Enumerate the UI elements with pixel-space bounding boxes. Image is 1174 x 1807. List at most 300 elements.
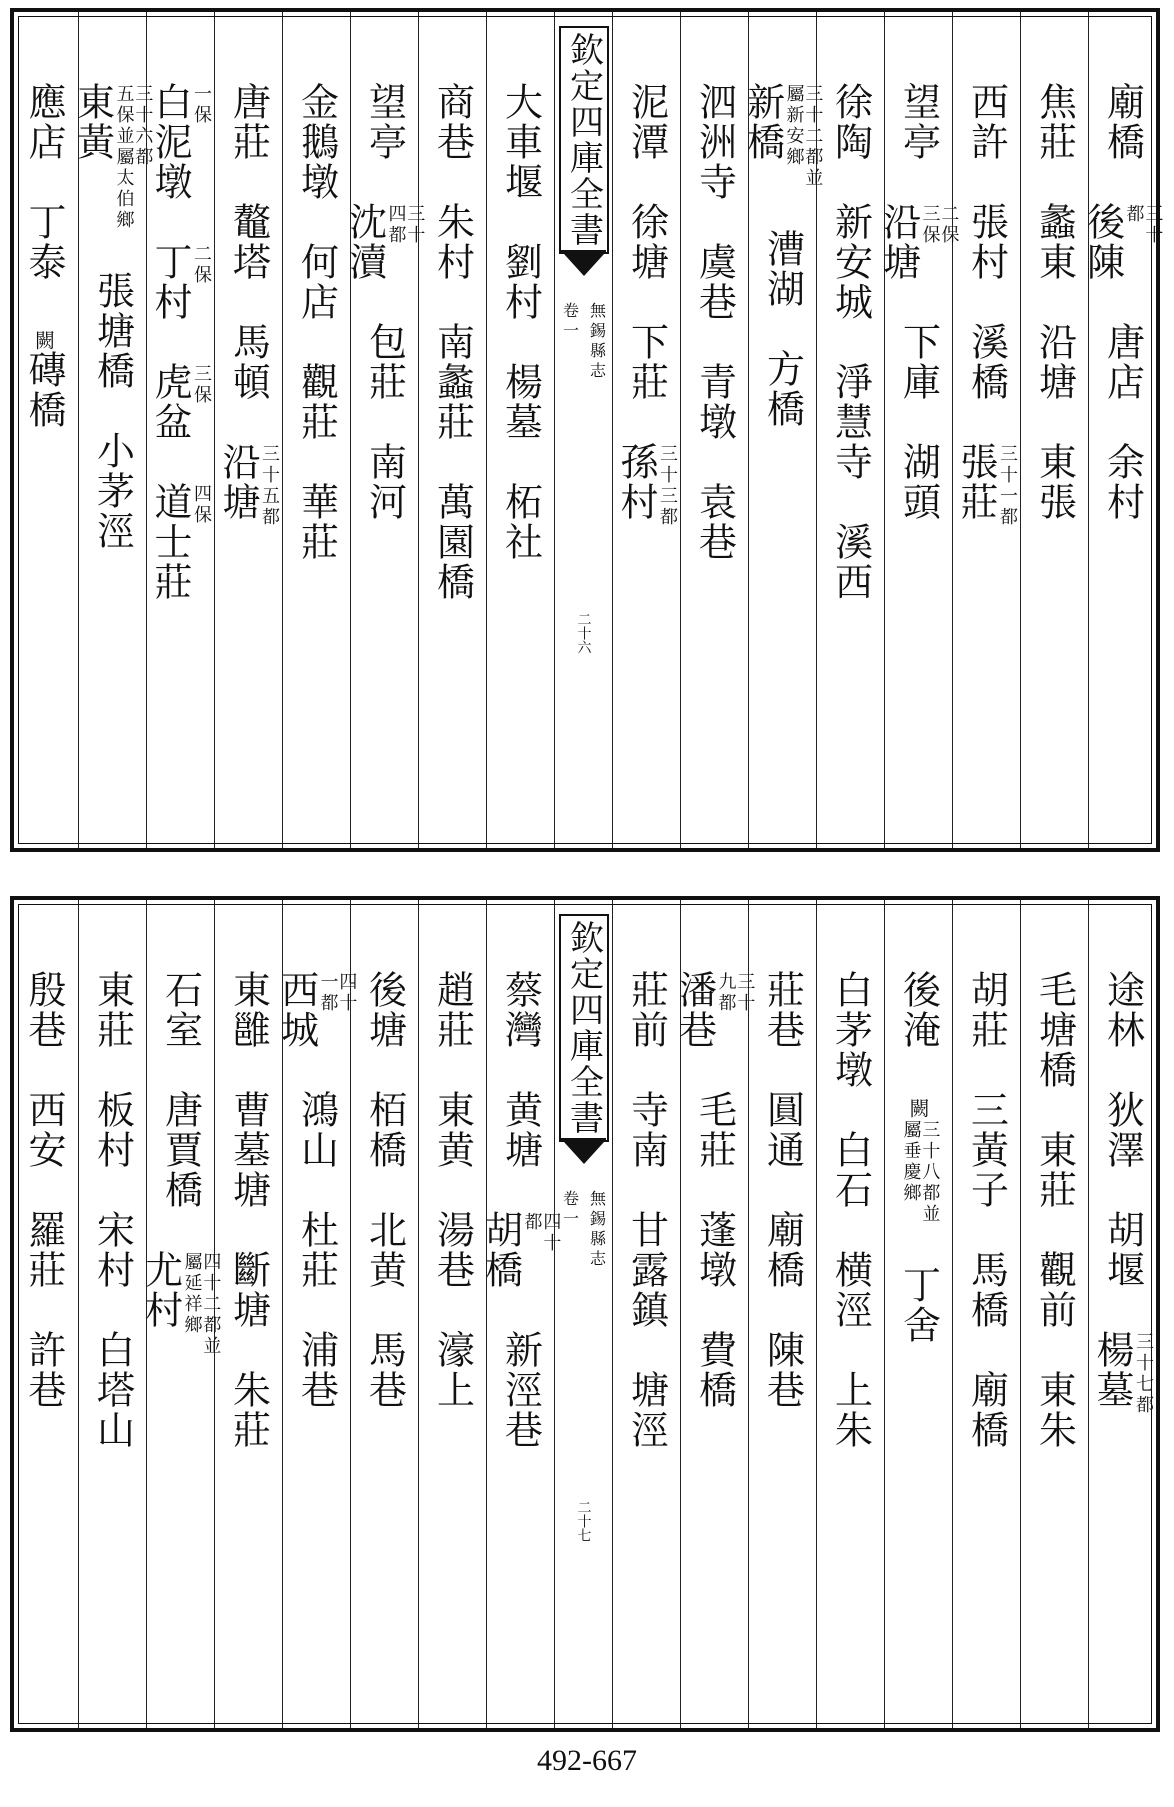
place-entry: [692, 1330, 737, 1410]
place-name: 東黄: [430, 1090, 475, 1170]
annotation-line: 三十: [404, 204, 426, 246]
place-entry: [362, 1210, 407, 1290]
annotation: [784, 84, 822, 189]
column-entries: [1080, 82, 1164, 562]
place-entry: [294, 82, 339, 202]
text-column: [680, 12, 748, 848]
place-name: 胡莊: [964, 970, 1009, 1050]
place-name: 馬橋: [964, 1250, 1009, 1330]
place-name: 南河: [362, 442, 407, 522]
place-entry: [226, 970, 271, 1050]
center-column: [554, 900, 612, 1728]
annotation-line: 都: [521, 1212, 543, 1233]
place-name: 南蠡莊: [430, 322, 475, 442]
place-name: 大車堰: [498, 82, 543, 202]
column-entries: [215, 970, 282, 1490]
place-entry: [624, 1210, 669, 1330]
place-name: 東莊: [90, 970, 135, 1050]
text-column: [876, 12, 960, 848]
place-name: 東張: [1032, 442, 1077, 522]
column-entries: [817, 970, 884, 1490]
place-entry: [90, 1090, 135, 1170]
place-entry: [216, 442, 280, 528]
place-entry: [70, 82, 154, 231]
place-entry: [430, 970, 475, 1050]
place-entry: [1032, 1250, 1077, 1330]
place-entry: [430, 1210, 475, 1290]
place-name: 濠上: [430, 1330, 475, 1410]
lacuna-mark: 闕: [906, 1098, 930, 1118]
annotation: [191, 244, 210, 286]
folio: [555, 612, 612, 654]
place-entry: [1032, 1370, 1077, 1450]
place-entry: [964, 1250, 1009, 1330]
place-entry: [828, 970, 873, 1090]
fishtail-mark: [561, 250, 606, 296]
place-name: 朱村: [430, 202, 475, 282]
column-entries: [419, 970, 486, 1450]
place-name: 東黃: [70, 82, 115, 162]
center-column: [554, 12, 612, 848]
place-name: 白塔山: [90, 1330, 135, 1450]
column-entries: [274, 970, 358, 1450]
column-entries: [885, 970, 952, 1385]
place-name: 楊墓: [1090, 1330, 1135, 1410]
annotation-line: 屬延祥鄉: [181, 1252, 203, 1336]
text-column: [418, 12, 486, 848]
folio: [555, 1500, 612, 1542]
place-name: 唐莊: [226, 82, 271, 162]
place-name: 下庫: [896, 322, 941, 402]
place-entry: [22, 202, 66, 282]
place-entry: [430, 82, 475, 162]
annotation-line: 五保並屬太伯鄉: [113, 84, 135, 231]
place-name: 淨慧寺: [828, 362, 873, 482]
place-entry: [294, 1210, 339, 1290]
text-column: [748, 900, 816, 1728]
place-entry: [226, 82, 271, 162]
annotation-line: 屬新安鄉: [783, 84, 805, 168]
place-entry: [964, 1370, 1009, 1450]
place-name: 磚橋: [22, 350, 66, 430]
place-entry: [22, 1330, 66, 1410]
place-entry: [896, 1265, 941, 1345]
place-name: 許巷: [22, 1330, 66, 1410]
place-entry: [498, 1090, 543, 1170]
place-entry: [430, 1330, 475, 1410]
place-name: 下莊: [624, 322, 669, 402]
place-name: 馬巷: [362, 1330, 407, 1410]
place-name: 蔡灣: [498, 970, 543, 1050]
place-name: 後陳: [1080, 202, 1125, 282]
place-entry: [692, 242, 737, 322]
place-name: 包莊: [362, 322, 407, 402]
center-title-box: [555, 26, 612, 254]
place-name: 華莊: [294, 482, 339, 562]
place-entry: [362, 442, 407, 522]
place-name: 劉村: [498, 242, 543, 322]
column-entries: [283, 82, 350, 602]
page-number: 492-667: [537, 1744, 637, 1777]
text-column: [214, 900, 282, 1728]
place-name: 孫村: [614, 442, 659, 522]
place-name: 沿塘: [876, 202, 921, 282]
place-entry: [148, 242, 212, 322]
place-name: 三黃子: [964, 1090, 1009, 1210]
text-column: [418, 900, 486, 1728]
place-name: 東朱: [1032, 1370, 1077, 1450]
place-name: 沿塘: [216, 442, 261, 522]
place-name: 丁舍: [896, 1265, 941, 1345]
place-name: 蠡東: [1032, 202, 1077, 282]
place-entry: [148, 482, 212, 602]
column-entries: [1021, 970, 1088, 1490]
lacuna-mark: 闕: [31, 330, 56, 350]
place-name: 商巷: [430, 82, 475, 162]
annotation: [522, 1212, 560, 1254]
column-entries: [138, 970, 222, 1397]
place-entry: [828, 522, 873, 602]
column-entries: [749, 970, 816, 1450]
annotation-line: 四十二都並: [200, 1252, 222, 1357]
place-name: 新涇巷: [498, 1330, 543, 1450]
text-column: [282, 12, 350, 848]
place-name: 唐店: [1100, 322, 1145, 402]
place-name: 東雝: [226, 970, 271, 1050]
place-entry: [294, 362, 339, 442]
place-entry: [1080, 202, 1164, 282]
place-entry: [90, 271, 135, 391]
text-column: [1020, 900, 1088, 1728]
place-entry: [828, 82, 873, 162]
place-entry: [362, 1330, 407, 1410]
annotation-line: 屬垂慶鄉: [900, 1120, 922, 1204]
place-name: 望亭: [896, 82, 941, 162]
place-entry: [158, 1090, 203, 1210]
column-entries: [1089, 970, 1156, 1456]
place-entry: [498, 82, 543, 202]
text-column: [486, 12, 554, 848]
place-name: 楊墓: [498, 362, 543, 442]
place-entry: [1100, 1210, 1145, 1290]
place-entry: [226, 322, 271, 402]
place-entry: [430, 322, 475, 442]
place-entry: [498, 362, 543, 442]
place-name: 斷塘: [226, 1250, 271, 1330]
annotation-line: 四保: [190, 484, 212, 526]
column-entries: [147, 82, 214, 642]
place-entry: [22, 82, 66, 162]
column-entries: [70, 82, 154, 591]
text-column: [1020, 12, 1088, 848]
place-name: 余村: [1100, 442, 1145, 522]
place-name: 白泥墩: [148, 82, 193, 202]
top-page-columns: [14, 12, 1164, 848]
annotation-line: 四十: [336, 972, 358, 1014]
bottom-page-columns: [14, 900, 1156, 1728]
column-entries: [79, 970, 146, 1490]
text-column: [78, 900, 146, 1728]
place-name: 張塘橋: [90, 271, 135, 391]
place-name: 望亭: [362, 82, 407, 162]
place-name: 胡堰: [1100, 1210, 1145, 1290]
place-entry: [226, 202, 271, 282]
place-name: 萬園橋: [430, 482, 475, 602]
place-name: 金鵝墩: [294, 82, 339, 202]
place-name: 新橋: [740, 82, 785, 162]
book-name: 無錫縣志: [587, 302, 607, 382]
place-entry: [430, 202, 475, 282]
column-entries: [1021, 82, 1088, 562]
place-entry: [294, 242, 339, 322]
place-name: 西安: [22, 1090, 66, 1170]
place-name: 唐賈橋: [158, 1090, 203, 1210]
place-name: 柘社: [498, 482, 543, 562]
place-entry: [226, 1250, 271, 1330]
place-name: 道士莊: [148, 482, 193, 602]
place-name: 趙莊: [430, 970, 475, 1050]
text-column: [1088, 900, 1156, 1728]
place-name: 沿塘: [1032, 322, 1077, 402]
place-entry: [964, 322, 1009, 402]
column-entries: [876, 82, 960, 562]
place-name: 新安城: [828, 202, 873, 322]
place-entry: [498, 242, 543, 322]
place-entry: [624, 1090, 669, 1170]
place-entry: [498, 482, 543, 562]
place-entry: [828, 1370, 873, 1450]
place-entry: [226, 1090, 271, 1210]
annotation-line: 三十八都並: [919, 1120, 941, 1225]
annotation-line: 四十: [540, 1212, 562, 1254]
place-name: 費橋: [692, 1330, 737, 1410]
folio-number: 二十七: [575, 1500, 592, 1542]
place-name: 丁村: [148, 242, 193, 322]
place-entry: [294, 1330, 339, 1410]
column-entries: [342, 82, 426, 562]
annotation-line: 四都: [385, 204, 407, 246]
place-name: 途林: [1100, 970, 1145, 1050]
column-entries: [953, 970, 1020, 1490]
place-entry: [760, 970, 805, 1050]
annotation-line: 二保: [190, 244, 212, 286]
place-entry: [876, 202, 960, 282]
column-entries: [487, 82, 554, 602]
place-entry: [1032, 202, 1077, 282]
place-name: 莊巷: [760, 970, 805, 1050]
place-entry: [692, 1210, 737, 1290]
place-entry: [1032, 82, 1077, 162]
column-entries: [10, 970, 78, 1450]
place-entry: [1100, 970, 1145, 1050]
place-entry: [1100, 322, 1145, 402]
place-name: 東莊: [1032, 1130, 1077, 1210]
place-name: 青墩: [692, 362, 737, 442]
place-entry: [294, 1090, 339, 1170]
column-entries: [613, 970, 680, 1490]
place-name: 觀莊: [294, 362, 339, 442]
place-entry: [692, 1090, 737, 1170]
place-entry: [1100, 442, 1145, 522]
place-name: 虞巷: [692, 242, 737, 322]
place-name: 狄澤: [1100, 1090, 1145, 1170]
place-entry: [1032, 970, 1077, 1090]
place-name: 虎盆: [148, 362, 193, 442]
place-entry: [692, 362, 737, 442]
place-entry: [22, 1210, 66, 1290]
place-entry: [22, 970, 66, 1050]
text-column: [70, 12, 154, 848]
annotation: [191, 484, 210, 526]
annotation-line: 三十七都: [1132, 1332, 1154, 1416]
place-entry: [828, 202, 873, 322]
place-name: 張村: [964, 202, 1009, 282]
place-name: 後塘: [362, 970, 407, 1050]
place-entry: [148, 82, 212, 202]
place-entry: [226, 1370, 271, 1450]
place-entry: [896, 322, 941, 402]
text-column: [816, 12, 884, 848]
text-column: [214, 12, 282, 848]
place-entry: [896, 970, 941, 1050]
column-entries: [953, 82, 1020, 568]
annotation-line: 三保: [919, 204, 941, 246]
place-name: 杜莊: [294, 1210, 339, 1290]
place-name: 石室: [158, 970, 203, 1050]
place-name: 西許: [964, 82, 1009, 162]
place-entry: [760, 1090, 805, 1170]
text-column: [274, 900, 358, 1728]
place-name: 焦莊: [1032, 82, 1077, 162]
place-entry: [614, 442, 678, 528]
annotation-line: 三十六都: [132, 84, 154, 168]
annotation-line: 三保: [190, 364, 212, 406]
column-entries: [215, 82, 282, 568]
place-entry: [896, 82, 941, 162]
place-name: 上朱: [828, 1370, 873, 1450]
column-entries: [613, 82, 680, 568]
annotation: [191, 84, 210, 126]
place-name: 泗洲寺: [692, 82, 737, 202]
place-entry: [362, 1090, 407, 1170]
annotation-line: 一保: [190, 84, 212, 126]
annotation-line: 九都: [715, 972, 737, 1014]
text-column: [740, 12, 824, 848]
place-entry: [430, 1090, 475, 1170]
fishtail-mark: [561, 1138, 606, 1184]
place-entry: [954, 442, 1018, 528]
place-entry: [828, 1130, 873, 1210]
place-name: 朱莊: [226, 1370, 271, 1450]
place-entry: [430, 482, 475, 602]
place-name: 後淹: [896, 970, 941, 1050]
place-entry: [624, 1370, 669, 1450]
place-entry: [362, 970, 407, 1050]
annotation: [259, 444, 278, 528]
place-entry: [828, 362, 873, 482]
column-entries: [817, 82, 884, 642]
place-entry: [138, 1250, 222, 1357]
text-column: [952, 900, 1020, 1728]
place-name: 圓通: [760, 1090, 805, 1170]
column-entries: [672, 970, 756, 1450]
place-entry: [896, 442, 941, 522]
annotation: [191, 364, 210, 406]
text-column: [612, 900, 680, 1728]
place-entry: [1032, 442, 1077, 522]
place-entry: [498, 1330, 543, 1450]
place-name: 鴻山: [294, 1090, 339, 1170]
column-entries: [351, 970, 418, 1450]
annotation: [182, 1252, 220, 1357]
annotation: [716, 972, 754, 1014]
text-column: [10, 12, 78, 848]
place-name: 塘涇: [624, 1370, 669, 1450]
place-name: 湯巷: [430, 1210, 475, 1290]
place-entry: [624, 82, 669, 162]
annotation-line: 三十三都: [656, 444, 678, 528]
place-name: 溪橋: [964, 322, 1009, 402]
place-entry: [828, 1250, 873, 1330]
place-name: 西城: [274, 970, 319, 1050]
place-name: 板村: [90, 1090, 135, 1170]
volume-label: 卷一: [560, 302, 580, 342]
place-name: 寺南: [624, 1090, 669, 1170]
place-entry: [274, 970, 358, 1050]
book-name: 無錫縣志: [587, 1190, 607, 1270]
place-name: 毛塘橋: [1032, 970, 1077, 1090]
place-entry: [740, 82, 824, 189]
place-name: 丁泰: [22, 202, 66, 282]
place-name: 白茅墩: [828, 970, 873, 1090]
book-series-title: 欽定四庫全書: [559, 26, 609, 254]
place-entry: [760, 229, 805, 309]
volume-label: 卷一: [560, 1190, 580, 1230]
column-entries: [740, 82, 824, 469]
place-entry: [90, 431, 135, 551]
text-column: [146, 12, 214, 848]
annotation: [657, 444, 676, 528]
place-entry: [964, 82, 1009, 162]
place-name: 莊前: [624, 970, 669, 1050]
place-entry: [478, 1210, 562, 1290]
place-name: 徐塘: [624, 202, 669, 282]
place-name: 潘巷: [672, 970, 717, 1050]
place-name: 尤村: [138, 1250, 183, 1330]
text-column: [138, 900, 222, 1728]
text-column: [612, 12, 680, 848]
annotation-line: 三十五都: [258, 444, 280, 528]
annotation: [1133, 1332, 1152, 1416]
place-entry: [362, 322, 407, 402]
place-name: 鼇塔: [226, 202, 271, 282]
place-entry: [692, 82, 737, 202]
place-name: 曹墓塘: [226, 1090, 271, 1210]
place-name: 溪西: [828, 522, 873, 602]
place-name: 小茅涇: [90, 431, 135, 551]
place-entry: [362, 82, 407, 162]
place-entry: [760, 1330, 805, 1410]
center-subtitle: [555, 1190, 612, 1270]
place-entry: [1100, 82, 1145, 162]
place-name: 羅莊: [22, 1210, 66, 1290]
place-name: 栢橋: [362, 1090, 407, 1170]
place-name: 觀前: [1032, 1250, 1077, 1330]
folio-number: 二十六: [575, 612, 592, 654]
place-name: 廟橋: [964, 1370, 1009, 1450]
place-entry: [90, 970, 135, 1050]
annotation: [901, 1120, 939, 1225]
